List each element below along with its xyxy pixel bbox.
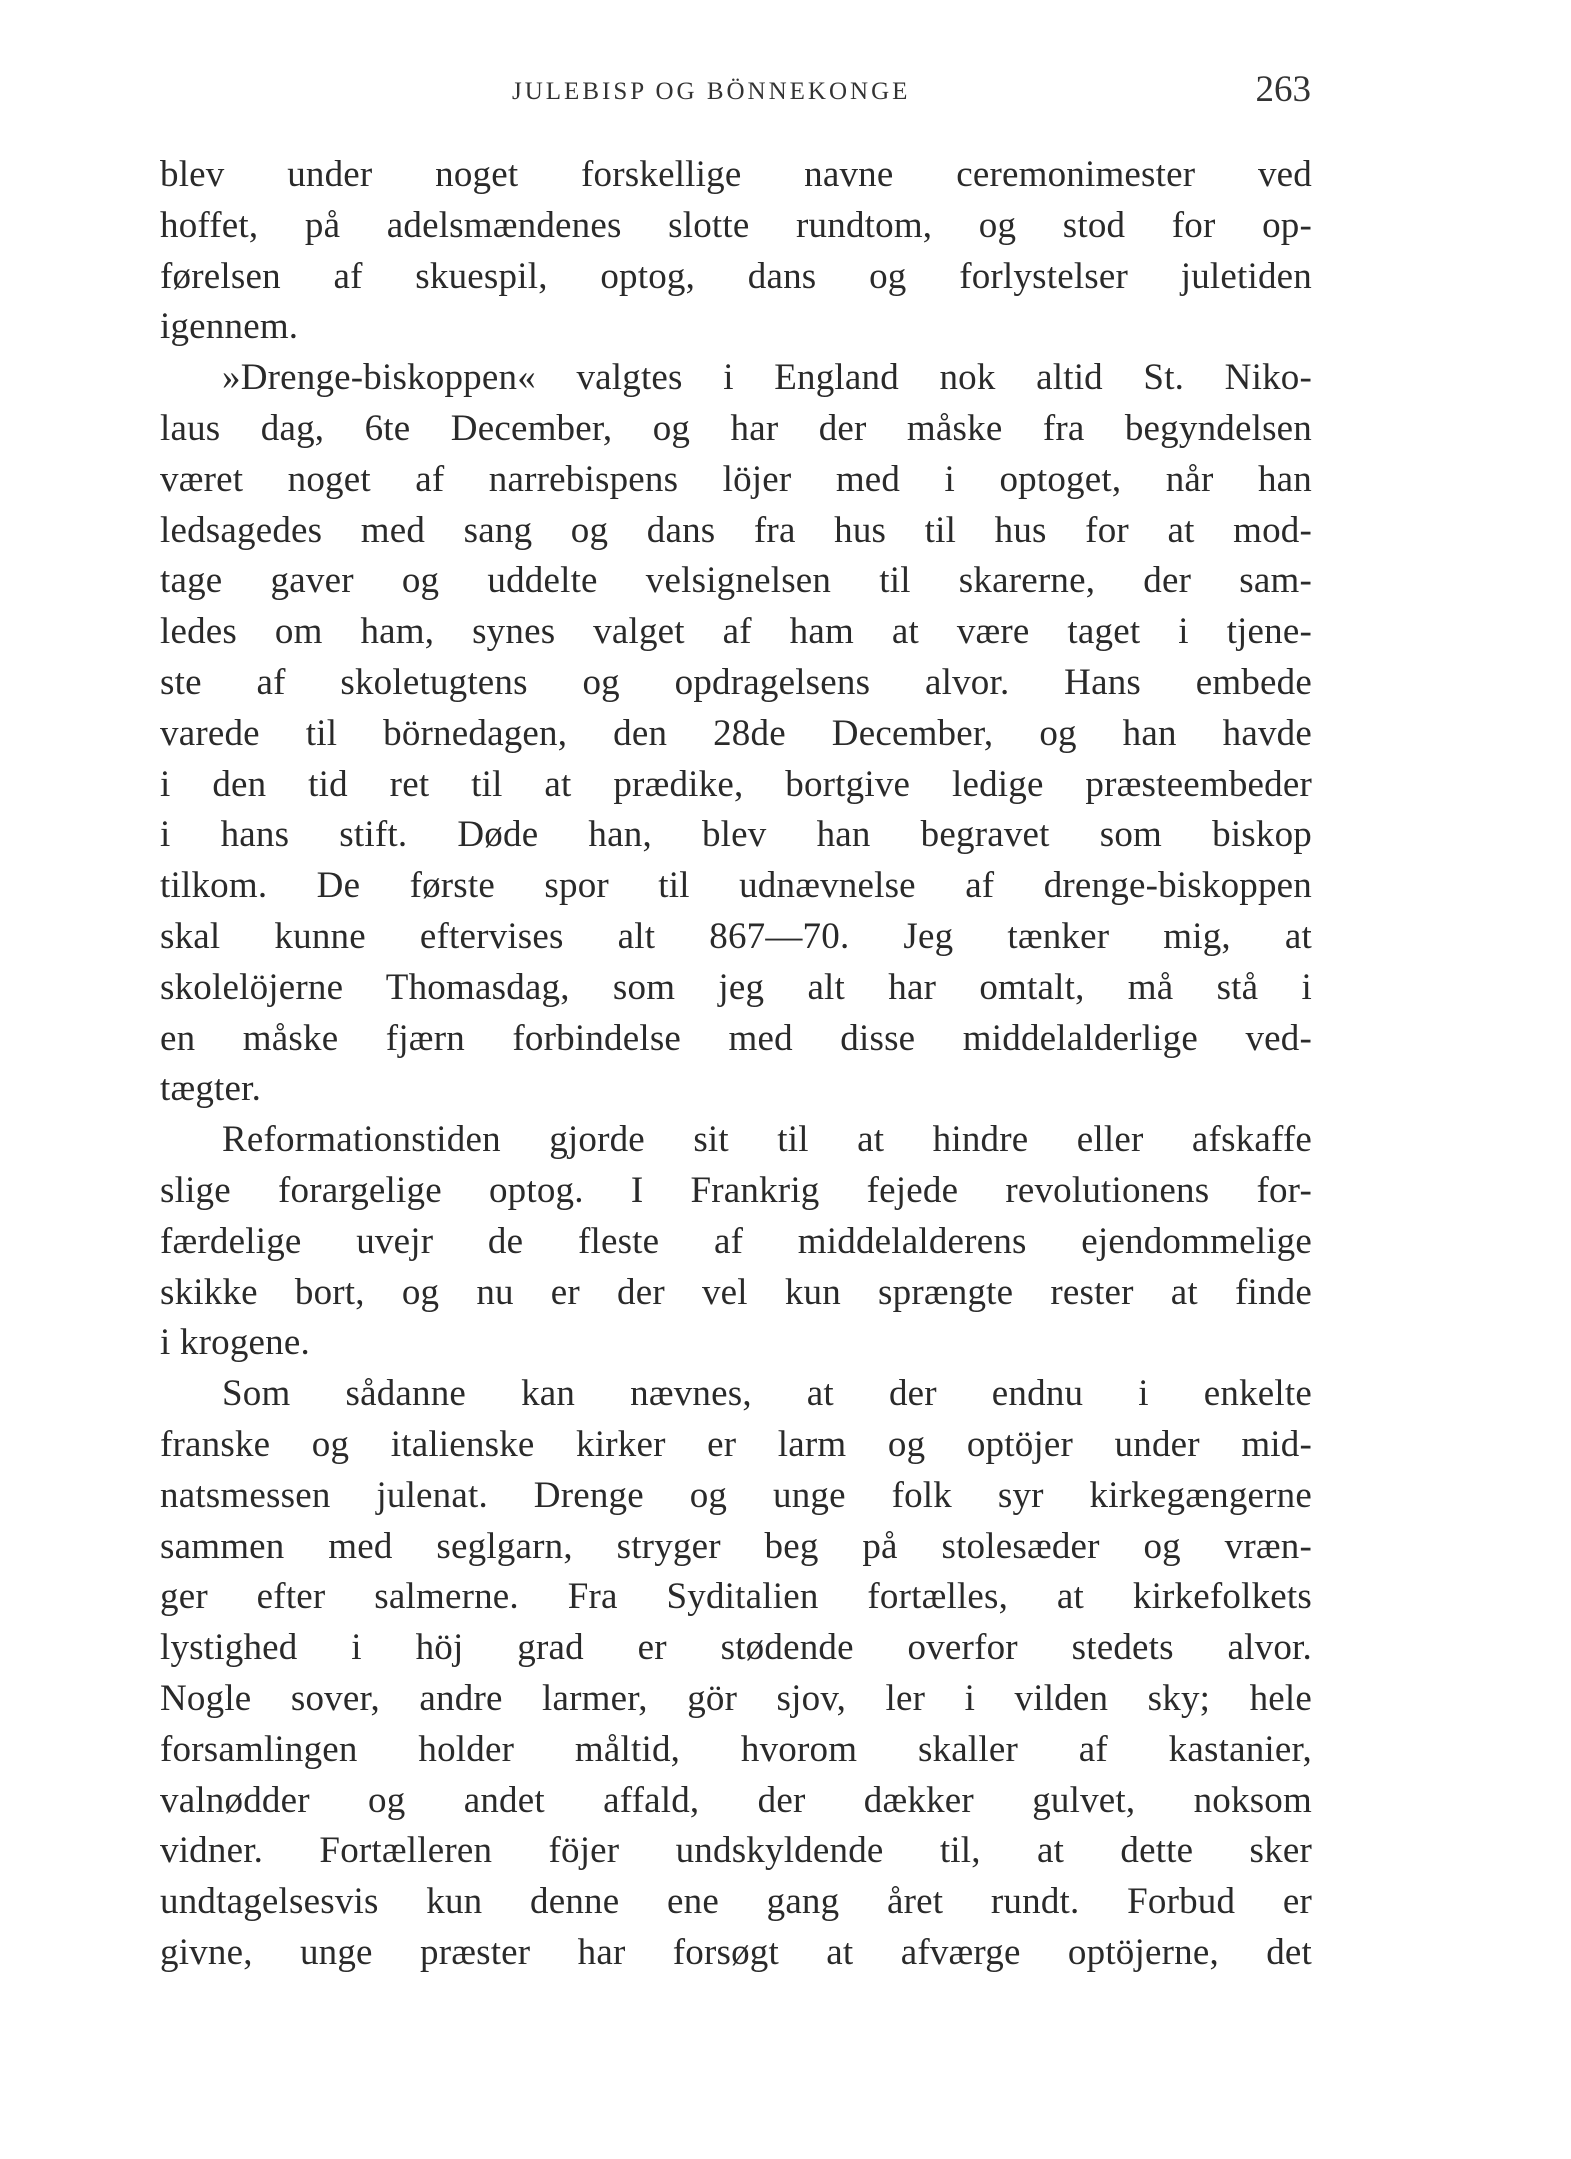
text-line: en måske fjærn forbindelse med disse middelalderlige ved- [160, 1017, 1312, 1059]
page-number: 263 [1255, 69, 1311, 110]
text-line: færdelige uvejr de fleste af middelalderens ejendommelige [160, 1220, 1312, 1262]
text-line: igennem. [160, 306, 299, 348]
text-line: forsamlingen holder måltid, hvorom skaller af kastanier, [160, 1728, 1312, 1770]
text-line: Reformationstiden gjorde sit til at hindre eller afskaffe [222, 1119, 1312, 1161]
text-line: varede til börnedagen, den 28de December, og han havde [160, 712, 1312, 754]
text-line: vidner. Fortælleren föjer undskyldende til, at dette sker [160, 1830, 1312, 1872]
text-line: natsmessen julenat. Drenge og unge folk syr kirkegængerne [160, 1474, 1312, 1516]
text-line: Nogle sover, andre larmer, gör sjov, ler i vilden sky; hele [160, 1677, 1312, 1719]
text-line: franske og italienske kirker er larm og optöjer under mid- [160, 1423, 1312, 1465]
text-line: ste af skoletugtens og opdragelsens alvor. Hans embede [160, 661, 1312, 703]
text-line: undtagelsesvis kun denne ene gang året rundt. Forbud er [160, 1881, 1312, 1923]
text-line: i den tid ret til at prædike, bortgive ledige præsteembeder [160, 763, 1312, 805]
text-line: været noget af narrebispens löjer med i optoget, når han [160, 458, 1312, 500]
text-line: skikke bort, og nu er der vel kun sprængte rester at finde [160, 1271, 1312, 1313]
text-line: tilkom. De første spor til udnævnelse af drenge-biskoppen [160, 865, 1312, 907]
text-line: hoffet, på adelsmændenes slotte rundtom, og stod for op- [160, 204, 1312, 246]
text-line: givne, unge præster har forsøgt at afværge optöjerne, det [160, 1931, 1312, 1973]
text-line: i hans stift. Døde han, blev han begravet som biskop [160, 814, 1312, 856]
text-line: ger efter salmerne. Fra Syditalien fortælles, at kirkefolkets [160, 1576, 1312, 1618]
text-line: laus dag, 6te December, og har der måske fra begyndelsen [160, 407, 1312, 449]
running-title: JULEBISP OG BÖNNEKONGE [512, 78, 911, 105]
text-line: tægter. [160, 1068, 262, 1110]
text-line: blev under noget forskellige navne ceremonimester ved [160, 154, 1312, 195]
text-line: i krogene. [160, 1322, 310, 1364]
text-line: »Drenge-biskoppen« valgtes i England nok altid St. Niko- [222, 357, 1312, 399]
body-text [160, 150, 1312, 1979]
text-line: tage gaver og uddelte velsignelsen til skarerne, der sam- [160, 560, 1312, 602]
text-line: skal kunne eftervises alt 867—70. Jeg tænker mig, at [160, 915, 1312, 957]
text-line: sammen med seglgarn, stryger beg på stolesæder og vræn- [160, 1525, 1312, 1567]
text-line: lystighed i höj grad er stødende overfor stedets alvor. [160, 1627, 1312, 1669]
text-line: Som sådanne kan nævnes, at der endnu i enkelte [222, 1373, 1312, 1415]
text-line: ledsagedes med sang og dans fra hus til hus for at mod- [160, 509, 1312, 551]
text-line: ledes om ham, synes valget af ham at være taget i tjene- [160, 611, 1312, 653]
text-line: førelsen af skuespil, optog, dans og forlystelser juletiden [160, 255, 1312, 297]
text-line: valnødder og andet affald, der dækker gulvet, noksom [160, 1779, 1312, 1821]
text-line: skolelöjerne Thomasdag, som jeg alt har omtalt, må stå i [160, 966, 1312, 1008]
text-line: slige forargelige optog. I Frankrig fejede revolutionens for- [160, 1169, 1312, 1211]
